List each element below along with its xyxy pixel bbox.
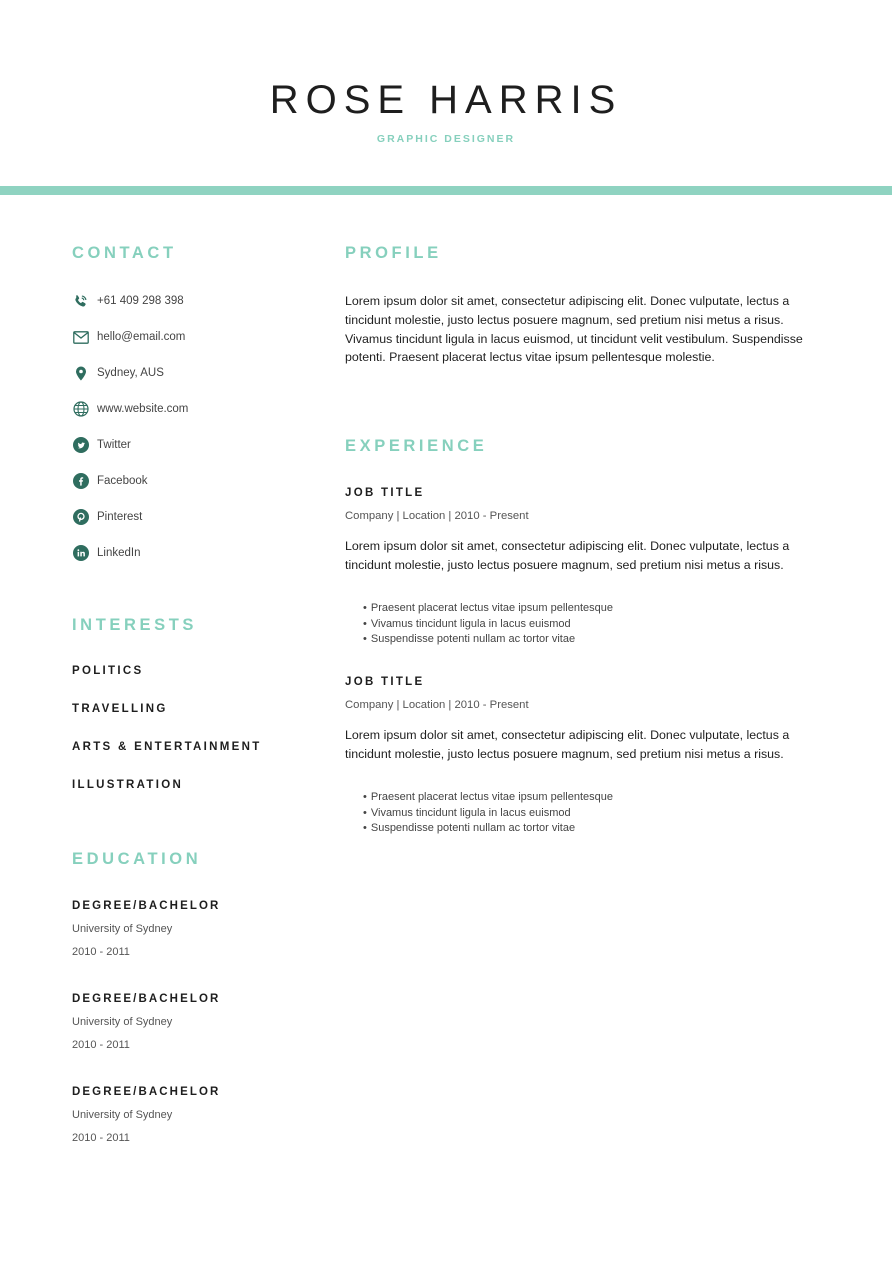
job-bullet: • Suspendisse potenti nullam ac tortor vitae	[363, 632, 613, 648]
job-bullet: • Vivamus tincidunt ligula in lacus euismod	[363, 617, 613, 633]
interest-item: POLITICS	[72, 665, 144, 677]
contact-email[interactable]	[72, 328, 185, 346]
education-section-title: EDUCATION	[72, 850, 202, 868]
contact-twitter[interactable]	[72, 436, 131, 454]
job-bullet-list	[363, 601, 613, 648]
contact-linkedin-text: LinkedIn	[97, 547, 141, 559]
contact-facebook[interactable]	[72, 472, 148, 490]
education-school: University of Sydney	[72, 923, 173, 935]
job-bullet: • Suspendisse potenti nullam ac tortor vitae	[363, 821, 613, 837]
job-bullet: • Vivamus tincidunt ligula in lacus euismod	[363, 806, 613, 822]
experience-section-title: EXPERIENCE	[345, 437, 488, 455]
location-pin-icon	[72, 365, 89, 382]
job-description: Lorem ipsum dolor sit amet, consectetur adipiscing elit. Donec vulputate, lectus a tincidunt molestie, justo lectus posuere magnum, sed pretium nisi metus a risus.	[345, 539, 790, 572]
header-divider	[0, 186, 892, 195]
profile-text: Lorem ipsum dolor sit amet, consectetur adipiscing elit. Donec vulputate, lectus a tincidunt molestie, justo lectus posuere magnum, sed pretium nisi metus a risus. Vivamus tincidunt ligula in lacus euismod, ut tincidunt velit vestibulum. Suspendisse potenti. Praesent placerat lectus vitae ipsum pellentesque molestie.	[345, 294, 803, 365]
globe-icon	[72, 401, 89, 418]
education-school: University of Sydney	[72, 1016, 173, 1028]
job-title: JOB TITLE	[345, 676, 425, 688]
job-role: GRAPHIC DESIGNER	[376, 133, 516, 145]
education-degree: DEGREE/BACHELOR	[72, 900, 221, 912]
education-years: 2010 - 2011	[72, 1039, 130, 1051]
contact-location-text: Sydney, AUS	[97, 367, 164, 379]
contact-phone[interactable]	[72, 292, 184, 310]
contact-section-title: CONTACT	[72, 244, 177, 262]
interest-item: ARTS & ENTERTAINMENT	[72, 741, 262, 753]
education-degree: DEGREE/BACHELOR	[72, 1086, 221, 1098]
interest-item: TRAVELLING	[72, 703, 168, 715]
phone-icon	[72, 293, 89, 310]
education-school: University of Sydney	[72, 1109, 173, 1121]
education-years: 2010 - 2011	[72, 1132, 130, 1144]
linkedin-icon	[72, 545, 89, 562]
contact-website-text: www.website.com	[97, 403, 189, 415]
education-years: 2010 - 2011	[72, 946, 130, 958]
interest-item: ILLUSTRATION	[72, 779, 184, 791]
resume-header	[0, 0, 892, 186]
education-degree: DEGREE/BACHELOR	[72, 993, 221, 1005]
contact-email-text: hello@email.com	[97, 331, 186, 343]
job-description: Lorem ipsum dolor sit amet, consectetur adipiscing elit. Donec vulputate, lectus a tincidunt molestie, justo lectus posuere magnum, sed pretium nisi metus a risus.	[345, 728, 790, 761]
job-meta: Company | Location | 2010 - Present	[345, 699, 529, 711]
job-bullet: • Praesent placerat lectus vitae ipsum pellentesque	[363, 790, 613, 806]
job-bullet-list	[363, 790, 613, 837]
job-meta: Company | Location | 2010 - Present	[345, 510, 529, 522]
contact-facebook-text: Facebook	[97, 475, 148, 487]
contact-pinterest[interactable]	[72, 508, 142, 526]
pinterest-icon	[72, 509, 89, 526]
contact-linkedin[interactable]	[72, 544, 140, 562]
contact-location[interactable]	[72, 364, 164, 382]
facebook-icon	[72, 473, 89, 490]
contact-phone-text: +61 409 298 398	[97, 295, 184, 307]
person-name: ROSE HARRIS	[269, 78, 623, 122]
contact-twitter-text: Twitter	[97, 439, 131, 451]
interests-section-title: INTERESTS	[72, 616, 197, 634]
mail-icon	[72, 329, 89, 346]
profile-section-title: PROFILE	[345, 244, 442, 262]
contact-website[interactable]	[72, 400, 188, 418]
job-bullet: • Praesent placerat lectus vitae ipsum pellentesque	[363, 601, 613, 617]
job-title: JOB TITLE	[345, 487, 425, 499]
twitter-icon	[72, 437, 89, 454]
contact-pinterest-text: Pinterest	[97, 511, 143, 523]
